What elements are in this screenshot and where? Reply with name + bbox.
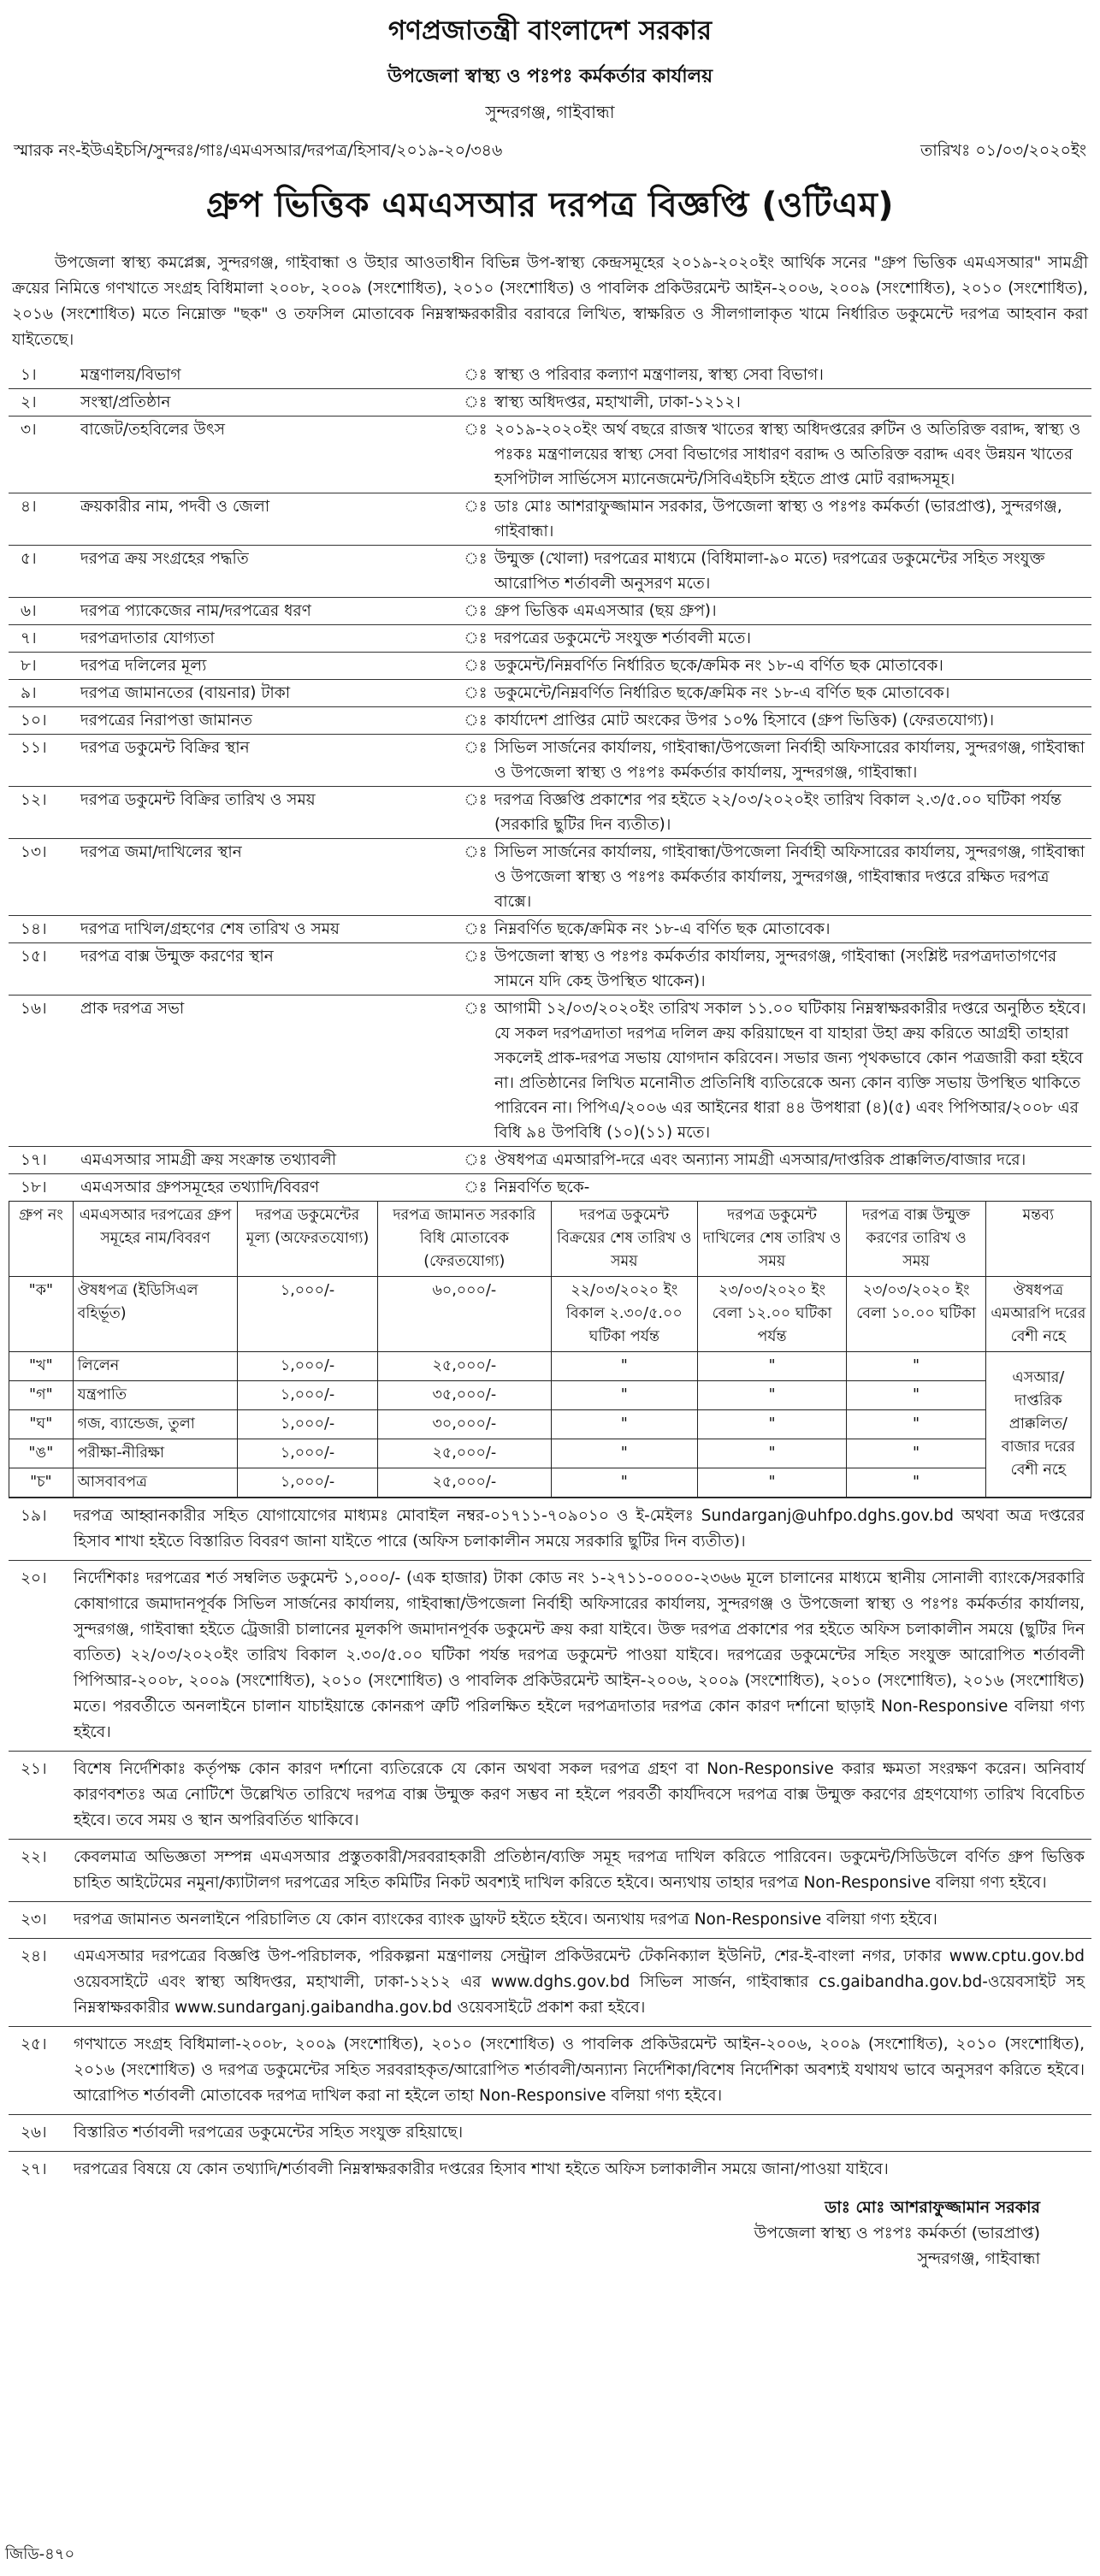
note-text: বিস্তারিত শর্তাবলী দরপত্রের ডকুমেন্টের সহিত সংযুক্ত রহিয়াছে।	[74, 2124, 464, 2142]
signatory-place: সুন্দরগঞ্জ, গাইবান্ধা	[917, 2249, 1040, 2268]
group-cell-submit-end: "	[697, 1468, 847, 1498]
office-name: উপজেলা স্বাস্থ্য ও পঃপঃ কর্মকর্তার কার্যালয়	[387, 66, 713, 87]
info-value: উপজেলা স্বাস্থ্য ও পঃপঃ কর্মকর্তার কার্যালয়, সুন্দরগঞ্জ, গাইবান্ধা (সংশ্লিষ্ট দরপত্রদাতাগণের সামনে যদি কেহ উপস্থিত থাকেন)।	[491, 943, 1091, 996]
signatory-name: ডাঃ মোঃ আশরাফুজ্জামান সরকার	[825, 2198, 1040, 2217]
group-cell-submit-end: "	[697, 1352, 847, 1381]
group-table-header: গ্রুপ নং	[9, 1202, 74, 1277]
info-row	[9, 787, 1091, 839]
note-text: নির্দেশিকাঃ দরপত্রের শর্ত সম্বলিত ডকুমেন্ট ১,০০০/- (এক হাজার) টাকা কোড নং ১-২৭১১-০০০০-২৩৬৬ মূলে চালানের মাধ্যমে স্থানীয় সোনালী ব্যাংকে/সরকারি কোষাগারে জমাদানপূর্বক সিভিল সার্জনের কার্যালয়, গাইবান্ধা/উপজেলা নির্বাহী অফিসারের কার্যালয়, সুন্দরগঞ্জ ও উপজেলা স্বাস্থ্য ও পঃপঃ কর্মকর্তার কার্যালয়, সুন্দরগঞ্জ, গাইবান্ধা হইতে ট্রেজারী চালানের মূলকপি জমাদানপূর্বক ডকুমেন্ট ক্রয় করা যাইবে। উক্ত দরপত্র প্রকাশের পর হইতে অফিস চলাকালীন সময়ে (ছুটির দিন ব্যতিত) ২২/০৩/২০২০ইং তারিখ বিকাল ২.৩০/৫.০০ ঘটিকা পর্যন্ত দরপত্র ডকুমেন্ট পাওয়া যাইবে। দরপত্রের ডকুমেন্টের সহিত সংযুক্ত আরোপিত শর্তাবলী পিপিআর-২০০৮, ২০০৯ (সংশোধিত), ২০১০ (সংশোধিত) ও পাবলিক প্রকিউরমেন্ট আইন-২০০৬, ২০০৯ (সংশোধিত), ২০১০ (সংশোধিত), ২০১৬ (সংশোধিত) মতে। পরবর্তীতে অনলাইনে চালান যাচাইয়ান্তে কোনরূপ ত্রুটি পরিলক্ষিত হইলে দরপত্রদাতার দরপত্র কোন কারণ দর্শানো ছাড়াই Non-Responsive বলিয়া গণ্য হইবে।	[74, 1569, 1085, 1741]
info-number: ৪।	[9, 493, 77, 546]
group-cell-price: ১,০০০/-	[238, 1381, 377, 1410]
group-cell-open: "	[847, 1410, 985, 1439]
info-label: দরপত্র ডকুমেন্ট বিক্রির স্থান	[77, 735, 460, 787]
info-colon: ঃ	[464, 366, 488, 384]
info-value: স্বাস্থ্য অধিদপ্তর, মহাখালী, ঢাকা-১২১২।	[491, 389, 1091, 417]
footer-code: জিডি-৪৭০	[5, 2545, 75, 2563]
info-label: দরপত্র জমা/দাখিলের স্থান	[77, 839, 460, 916]
group-table-header: দরপত্র বাক্স উন্মুক্ত করণের তারিখ ও সময়	[847, 1202, 985, 1277]
note-item	[9, 1751, 1091, 1839]
info-number: ১৮।	[9, 1174, 77, 1202]
group-cell-sale-end: "	[551, 1439, 697, 1468]
info-number: ১৩।	[9, 839, 77, 916]
info-label: দরপত্র প্যাকেজের নাম/দরপত্রের ধরণ	[77, 598, 460, 625]
notes-section	[9, 1498, 1091, 2188]
note-text: এমএসআর দরপত্রের বিজ্ঞপ্তি উপ-পরিচালক, পরিকল্পনা মন্ত্রণালয় সেন্ট্রাল প্রকিউরমেন্ট টেকনিক্যাল ইউনিট, শের-ই-বাংলা নগর, ঢাকার www.cptu.gov.bd ওয়েবসাইটে এবং স্বাস্থ্য অধিদপ্তর, মহাখালী, ঢাকা-১২১২ এর www.dghs.gov.bd সিভিল সার্জন, গাইবান্ধার cs.gaibandha.gov.bd-ওয়েবসাইট সহ নিম্নস্বাক্ষরকারীর www.sundarganj.gaibandha.gov.bd ওয়েবসাইটে প্রকাশ করা হইবে।	[74, 1947, 1085, 2017]
info-colon: ঃ	[460, 996, 491, 1147]
note-item	[9, 2114, 1091, 2151]
info-colon: ঃ	[460, 839, 491, 916]
group-table-header: এমএসআর দরপত্রের গ্রুপ সমূহের নাম/বিবরণ	[73, 1202, 238, 1277]
group-cell-name: লিলেন	[73, 1352, 238, 1381]
info-label: ক্রয়কারীর নাম, পদবী ও জেলা	[77, 493, 460, 546]
info-label: দরপত্র দাখিল/গ্রহণের শেষ তারিখ ও সময়	[77, 916, 460, 943]
group-cell-group: "ঘ"	[9, 1410, 74, 1439]
group-cell-group: "ঙ"	[9, 1439, 74, 1468]
note-item	[9, 1901, 1091, 1938]
note-text: দরপত্র আহ্বানকারীর সহিত যোগাযোগের মাধ্যমঃ মোবাইল নম্বর-০১৭১১-৭০৯০১০ ও ই-মেইলঃ Sundarganj@uhfpo.dghs.gov.bd অথবা অত্র দপ্তরের হিসাব শাখা হইতে বিস্তারিত বিবরণ জানা যাইতে পারে (অফিস চলাকালীন সময়ে সরকারি ছুটির দিন ব্যতীত)।	[74, 1507, 1085, 1551]
note-number: ২০।	[21, 1569, 47, 1587]
info-colon: ঃ	[460, 598, 491, 625]
info-row	[9, 598, 1091, 625]
info-label: দরপত্র বাক্স উন্মুক্ত করণের স্থান	[77, 943, 460, 996]
info-number: ১৫।	[9, 943, 77, 996]
info-colon: ঃ	[460, 680, 491, 707]
note-number: ২৬।	[21, 2124, 47, 2142]
info-label: বাজেট/তহবিলের উৎস	[77, 417, 460, 493]
group-table-header: দরপত্র ডকুমেন্ট বিক্রয়ের শেষ তারিখ ও সময়	[551, 1202, 697, 1277]
note-item	[9, 1839, 1091, 1901]
note-text: কেবলমাত্র অভিজ্ঞতা সম্পন্ন এমএসআর প্রস্তুতকারী/সরবরাহকারী প্রতিষ্ঠান/ব্যক্তি সমূহ দরপত্র দাখিল করিতে পারিবেন। ডকুমেন্ট/সিডিউলে বর্ণিত গ্রুপ ভিত্তিক চাহিত আইটেমের নমুনা/ক্যাটালগ দরপত্রের সহিত কমিটির নিকট অবশ্যই দাখিল করিতে হইবে। অন্যথায় তাহার দরপত্র Non-Responsive বলিয়া গণ্য হইবে।	[74, 1848, 1085, 1892]
info-row	[9, 1147, 1091, 1174]
group-cell-price: ১,০০০/-	[238, 1352, 377, 1381]
info-value: উন্মুক্ত (খোলা) দরপত্রের মাধ্যমে (বিধিমালা-৯০ মতে) দরপত্রের ডকুমেন্টের সহিত সংযুক্ত আরোপিত শর্তাবলী অনুসরণ মতে।	[491, 546, 1091, 598]
info-label: প্রাক দরপত্র সভা	[77, 996, 460, 1147]
info-row	[9, 362, 1091, 389]
info-colon: ঃ	[460, 787, 491, 839]
info-label: দরপত্র ডকুমেন্ট বিক্রির তারিখ ও সময়	[77, 787, 460, 839]
group-cell-submit-end: ২৩/০৩/২০২০ ইং বেলা ১২.০০ ঘটিকা পর্যন্ত	[697, 1277, 847, 1352]
info-row	[9, 1174, 1091, 1202]
group-cell-open: "	[847, 1468, 985, 1498]
info-colon: ঃ	[460, 546, 491, 598]
note-number: ১৯।	[21, 1507, 47, 1525]
info-row	[9, 996, 1091, 1147]
group-cell-price: ১,০০০/-	[238, 1277, 377, 1352]
info-value: স্বাস্থ্য ও পরিবার কল্যাণ মন্ত্রণালয়, স্বাস্থ্য সেবা বিভাগ।	[494, 366, 824, 384]
govt-header: গণপ্রজাতন্ত্রী বাংলাদেশ সরকার	[387, 15, 713, 46]
tender-notice-page	[9, 3, 1091, 2569]
info-number: ১৪।	[9, 916, 77, 943]
info-number: ১২।	[9, 787, 77, 839]
info-row	[9, 735, 1091, 787]
info-colon: ঃ	[460, 493, 491, 546]
office-location: সুন্দরগঞ্জ, গাইবান্ধা	[485, 102, 615, 122]
note-text: দরপত্র জামানত অনলাইনে পরিচালিত যে কোন ব্যাংকের ব্যাংক ড্রাফট হইতে হইবে। অন্যথায় দরপত্র Non-Responsive বলিয়া গণ্য হইবে।	[74, 1911, 937, 1929]
info-colon: ঃ	[460, 1174, 491, 1202]
group-cell-security: ২৫,০০০/-	[377, 1468, 551, 1498]
note-number: ২৭।	[21, 2160, 47, 2178]
group-cell-price: ১,০০০/-	[238, 1439, 377, 1468]
info-value: ঔষধপত্র এমআরপি-দরে এবং অন্যান্য সামগ্রী এসআর/দাপ্তরিক প্রাক্কলিত/বাজার দরে।	[491, 1147, 1091, 1174]
group-cell-sale-end: "	[551, 1410, 697, 1439]
group-cell-open: "	[847, 1352, 985, 1381]
note-number: ২৪।	[21, 1947, 47, 1965]
group-cell-name: আসবাবপত্র	[73, 1468, 238, 1498]
group-cell-name: ঔষধপত্র (ইডিসিএল বহির্ভূত)	[73, 1277, 238, 1352]
group-cell-group: "ক"	[9, 1277, 74, 1352]
info-label: দরপত্র জামানতের (বায়নার) টাকা	[77, 680, 460, 707]
intro-paragraph: উপজেলা স্বাস্থ্য কমপ্লেক্স, সুন্দরগঞ্জ, গাইবান্ধা ও উহার আওতাধীন বিভিন্ন উপ-স্বাস্থ্য কেন্দ্রসমূহের ২০১৯-২০২০ইং আর্থিক সনের "গ্রুপ ভিত্তিক এমএসআর" সামগ্রী ক্রয়ের নিমিত্তে গণখাতে সংগ্রহ বিধিমালা ২০০৮, ২০০৯ (সংশোধিত), ২০১০ (সংশোধিত) ও পাবলিক প্রকিউরমেন্ট আইন-২০০৬, ২০০৯ (সংশোধিত), ২০১০ (সংশোধিত), ২০১৬ (সংশোধিত) মতে নিম্নোক্ত "ছক" ও তফসিল মোতাবেক নিম্নস্বাক্ষরকারীর বরাবরে লিখিত, স্বাক্ষরিত ও সীলগালাকৃত খামে নির্ধারিত ডকুমেন্টে দরপত্র আহবান করা যাইতেছে।	[12, 254, 1088, 349]
info-value: সিভিল সার্জনের কার্যালয়, গাইবান্ধা/উপজেলা নির্বাহী অফিসারের কার্যালয়, সুন্দরগঞ্জ, গাইবান্ধা ও উপজেলা স্বাস্থ্য ও পঃপঃ কর্মকর্তার কার্যালয়, সুন্দরগঞ্জ, গাইবান্ধার দপ্তরে রক্ষিত দরপত্র বাক্সে।	[491, 839, 1091, 916]
group-cell-security: ২৫,০০০/-	[377, 1439, 551, 1468]
group-table-header: দরপত্র ডকুমেন্ট দাখিলের শেষ তারিখ ও সময়	[697, 1202, 847, 1277]
group-cell-price: ১,০০০/-	[238, 1468, 377, 1498]
info-value: দরপত্রের ডকুমেন্টে সংযুক্ত শর্তাবলী মতে।	[491, 625, 1091, 653]
note-number: ২৩।	[21, 1911, 47, 1929]
note-item	[9, 1498, 1091, 1560]
group-cell-sale-end: "	[551, 1352, 697, 1381]
info-number: ৭।	[9, 625, 77, 653]
group-cell-security: ৩৫,০০০/-	[377, 1381, 551, 1410]
group-row	[9, 1381, 1091, 1410]
group-row	[9, 1277, 1091, 1352]
info-colon: ঃ	[460, 389, 491, 417]
info-colon: ঃ	[460, 417, 491, 493]
group-table-header: দরপত্র ডকুমেন্টের মূল্য (অফেরতযোগ্য)	[238, 1202, 377, 1277]
signatory-designation: উপজেলা স্বাস্থ্য ও পঃপঃ কর্মকর্তা (ভারপ্রাপ্ত)	[754, 2224, 1040, 2242]
info-label: দরপত্রদাতার যোগ্যতা	[77, 625, 460, 653]
note-number: ২২।	[21, 1848, 47, 1866]
info-colon: ঃ	[460, 916, 491, 943]
info-colon: ঃ	[460, 707, 491, 735]
memo-number: স্মারক নং-ইউএইচসি/সুন্দরঃ/গাঃ/এমএসআর/দরপত্র/হিসাব/২০১৯-২০/৩৪৬	[14, 141, 503, 160]
info-number: ১।	[21, 366, 37, 384]
group-row	[9, 1439, 1091, 1468]
info-number: ৩।	[9, 417, 77, 493]
info-label: দরপত্র ক্রয় সংগ্রহের পদ্ধতি	[77, 546, 460, 598]
info-label: সংস্থা/প্রতিষ্ঠান	[77, 389, 460, 417]
info-number: ৫।	[9, 546, 77, 598]
info-row	[9, 839, 1091, 916]
note-number: ২৫।	[21, 2035, 47, 2053]
info-number: ৮।	[9, 653, 77, 680]
group-cell-sale-end: ২২/০৩/২০২০ ইং বিকাল ২.৩০/৫.০০ ঘটিকা পর্যন্ত	[551, 1277, 697, 1352]
info-number: ২।	[9, 389, 77, 417]
info-row	[9, 417, 1091, 493]
group-cell-submit-end: "	[697, 1439, 847, 1468]
info-row	[9, 943, 1091, 996]
info-row	[9, 680, 1091, 707]
info-colon: ঃ	[460, 735, 491, 787]
note-text: দরপত্রের বিষয়ে যে কোন তথ্যাদি/শর্তাবলী নিম্নস্বাক্ষরকারীর দপ্তরের হিসাব শাখা হইতে অফিস চলাকালীন সময়ে জানা/পাওয়া যাইবে।	[74, 2160, 889, 2178]
info-row	[9, 625, 1091, 653]
info-value: সিভিল সার্জনের কার্যালয়, গাইবান্ধা/উপজেলা নির্বাহী অফিসারের কার্যালয়, সুন্দরগঞ্জ, গাইবান্ধা ও উপজেলা স্বাস্থ্য ও পঃপঃ কর্মকর্তার কার্যালয়, সুন্দরগঞ্জ, গাইবান্ধা।	[491, 735, 1091, 787]
note-text: গণখাতে সংগ্রহ বিধিমালা-২০০৮, ২০০৯ (সংশোধিত), ২০১০ (সংশোধিত) ও পাবলিক প্রকিউরমেন্ট আইন-২০০৬, ২০০৯ (সংশোধিত), ২০১০ (সংশোধিত), ২০১৬ (সংশোধিত) ও দরপত্র ডকুমেন্টের সহিত সরবরাহকৃত/আরোপিত শর্তাবলী/অন্যান্য নির্দেশিকা/বিশেষ নির্দেশিকা অবশ্যই যথাযথ ভাবে অনুসরণ করিতে হইবে। আরোপিত শর্তাবলী মোতাবেক দরপত্র দাখিল করা না হইলে তাহা Non-Responsive বলিয়া গণ্য হইবে।	[74, 2035, 1085, 2105]
info-number: ১৬।	[9, 996, 77, 1147]
info-value: ২০১৯-২০২০ইং অর্থ বছরে রাজস্ব খাতের স্বাস্থ্য অধিদপ্তরের রুটিন ও অতিরিক্ত বরাদ্দ, স্বাস্থ্য ও পঃকঃ মন্ত্রণালয়ের স্বাস্থ্য সেবা বিভাগের সাধারণ বরাদ্দ ও অতিরিক্ত বরাদ্দ এবং উন্নয়ন খাতের হসপিটাল সার্ভিসেস ম্যানেজমেন্ট/সিবিএইচসি হইতে প্রাপ্ত মোট বরাদ্দসমূহ।	[491, 417, 1091, 493]
info-row	[9, 389, 1091, 417]
info-label: মন্ত্রণালয়/বিভাগ	[80, 366, 181, 384]
info-value: ডকুমেন্ট/নিম্নবর্ণিত নির্ধারিত ছকে/ক্রমিক নং ১৮-এ বর্ণিত ছক মোতাবেক।	[491, 653, 1091, 680]
group-remark: ঔষধপত্র এমআরপি দরের বেশী নহে	[985, 1277, 1091, 1352]
info-row	[9, 916, 1091, 943]
info-value: নিম্নবর্ণিত ছকে-	[491, 1174, 1091, 1202]
info-value: গ্রুপ ভিত্তিক এমএসআর (ছয় গ্রুপ)।	[491, 598, 1091, 625]
memo-date: তারিখঃ ০১/০৩/২০২০ইং	[920, 141, 1086, 160]
group-cell-security: ৩০,০০০/-	[377, 1410, 551, 1439]
note-item	[9, 1560, 1091, 1751]
group-cell-security: ২৫,০০০/-	[377, 1352, 551, 1381]
signature-block	[9, 2195, 1091, 2272]
group-cell-group: "চ"	[9, 1468, 74, 1498]
group-row	[9, 1352, 1091, 1381]
group-cell-name: পরীক্ষা-নীরিক্ষা	[73, 1439, 238, 1468]
info-value: ডাঃ মোঃ আশরাফুজ্জামান সরকার, উপজেলা স্বাস্থ্য ও পঃপঃ কর্মকর্তা (ভারপ্রাপ্ত), সুন্দরগঞ্জ, গাইবান্ধা।	[491, 493, 1091, 546]
info-colon: ঃ	[460, 625, 491, 653]
info-label: দরপত্র দলিলের মূল্য	[77, 653, 460, 680]
group-cell-open: "	[847, 1381, 985, 1410]
info-colon: ঃ	[460, 943, 491, 996]
info-value: কার্যাদেশ প্রাপ্তির মোট অংকের উপর ১০% হিসাবে (গ্রুপ ভিত্তিক) (ফেরতযোগ্য)।	[491, 707, 1091, 735]
group-cell-open: "	[847, 1439, 985, 1468]
group-cell-name: যন্ত্রপাতি	[73, 1381, 238, 1410]
info-row	[9, 546, 1091, 598]
note-number: ২১।	[21, 1760, 47, 1778]
group-row	[9, 1468, 1091, 1498]
group-cell-security: ৬০,০০০/-	[377, 1277, 551, 1352]
notice-title: গ্রুপ ভিত্তিক এমএসআর দরপত্র বিজ্ঞপ্তি (ওটিএম)	[205, 186, 895, 225]
note-item	[9, 2026, 1091, 2114]
group-cell-submit-end: "	[697, 1410, 847, 1439]
info-number: ৯।	[9, 680, 77, 707]
info-label: এমএসআর গ্রুপসমূহের তথ্যাদি/বিবরণ	[77, 1174, 460, 1202]
info-label: দরপত্রের নিরাপত্তা জামানত	[77, 707, 460, 735]
info-colon: ঃ	[460, 653, 491, 680]
group-cell-sale-end: "	[551, 1381, 697, 1410]
info-number: ১০।	[9, 707, 77, 735]
group-table	[9, 1201, 1091, 1498]
memo-row	[14, 139, 1086, 166]
info-number: ৬।	[9, 598, 77, 625]
info-row	[9, 653, 1091, 680]
info-value: দরপত্র বিজ্ঞপ্তি প্রকাশের পর হইতে ২২/০৩/২০২০ইং তারিখ বিকাল ২.৩/৫.০০ ঘটিকা পর্যন্ত (সরকারি ছুটির দিন ব্যতীত)।	[491, 787, 1091, 839]
info-value: আগামী ১২/০৩/২০২০ইং তারিখ সকাল ১১.০০ ঘটিকায় নিম্নস্বাক্ষরকারীর দপ্তরে অনুষ্ঠিত হইবে। যে সকল দরপত্রদাতা দরপত্র দলিল ক্রয় করিয়াছেন বা যাহারা উহা ক্রয় করিতে আগ্রহী তাহারা সকলেই প্রাক-দরপত্র সভায় যোগদান করিবেন। সভার জন্য পৃথকভাবে কোন পত্রজারী করা হইবে না। প্রতিষ্ঠানের লিখিত মনোনীত প্রতিনিধি ব্যতিরেকে অন্য কোন ব্যক্তি সভায় উপস্থিত থাকিতে পারিবেন না। পিপিএ/২০০৬ এর আইনের ধারা ৪৪ উপধারা (৪)(৫) এবং পিপিআর/২০০৮ এর বিধি ৯৪ উপবিধি (১০)(১১) মতে।	[491, 996, 1091, 1147]
group-table-header: মন্তব্য	[985, 1202, 1091, 1277]
note-item	[9, 2151, 1091, 2188]
info-row	[9, 707, 1091, 735]
group-cell-group: "গ"	[9, 1381, 74, 1410]
info-label: এমএসআর সামগ্রী ক্রয় সংক্রান্ত তথ্যাবলী	[77, 1147, 460, 1174]
group-table-header: দরপত্র জামানত সরকারি বিধি মোতাবেক (ফেরতযোগ্য)	[377, 1202, 551, 1277]
info-number: ১১।	[9, 735, 77, 787]
group-cell-sale-end: "	[551, 1468, 697, 1498]
tender-info-table	[9, 362, 1091, 1201]
info-colon: ঃ	[460, 1147, 491, 1174]
info-number: ১৭।	[9, 1147, 77, 1174]
group-remark: এসআর/ দাপ্তরিক প্রাক্কলিত/ বাজার দরের বেশী নহে	[985, 1352, 1091, 1498]
group-cell-name: গজ, ব্যান্ডেজ, তুলা	[73, 1410, 238, 1439]
info-value: নিম্নবর্ণিত ছকে/ক্রমিক নং ১৮-এ বর্ণিত ছক মোতাবেক।	[491, 916, 1091, 943]
group-cell-submit-end: "	[697, 1381, 847, 1410]
group-cell-group: "খ"	[9, 1352, 74, 1381]
group-row	[9, 1410, 1091, 1439]
note-text: বিশেষ নির্দেশিকাঃ কর্তৃপক্ষ কোন কারণ দর্শানো ব্যতিরেকে যে কোন অথবা সকল দরপত্র গ্রহণ বা Non-Responsive করার ক্ষমতা সংরক্ষণ করেন। অনিবার্য কারণবশতঃ অত্র নোটিশে উল্লেখিত তারিখে দরপত্র বাক্স উন্মুক্ত করণ সম্ভব না হইলে পরবর্তী কার্যদিবসে দরপত্র বাক্স উন্মুক্ত করণের গ্রহণযোগ্য তারিখ বিবেচিত হইবে। তবে সময় ও স্থান অপরিবর্তিত থাকিবে।	[74, 1760, 1085, 1829]
info-row	[9, 493, 1091, 546]
info-value: ডকুমেন্টে/নিম্নবর্ণিত নির্ধারিত ছকে/ক্রমিক নং ১৮-এ বর্ণিত ছক মোতাবেক।	[491, 680, 1091, 707]
group-cell-price: ১,০০০/-	[238, 1410, 377, 1439]
group-cell-open: ২৩/০৩/২০২০ ইং বেলা ১০.০০ ঘটিকা	[847, 1277, 985, 1352]
note-item	[9, 1938, 1091, 2026]
